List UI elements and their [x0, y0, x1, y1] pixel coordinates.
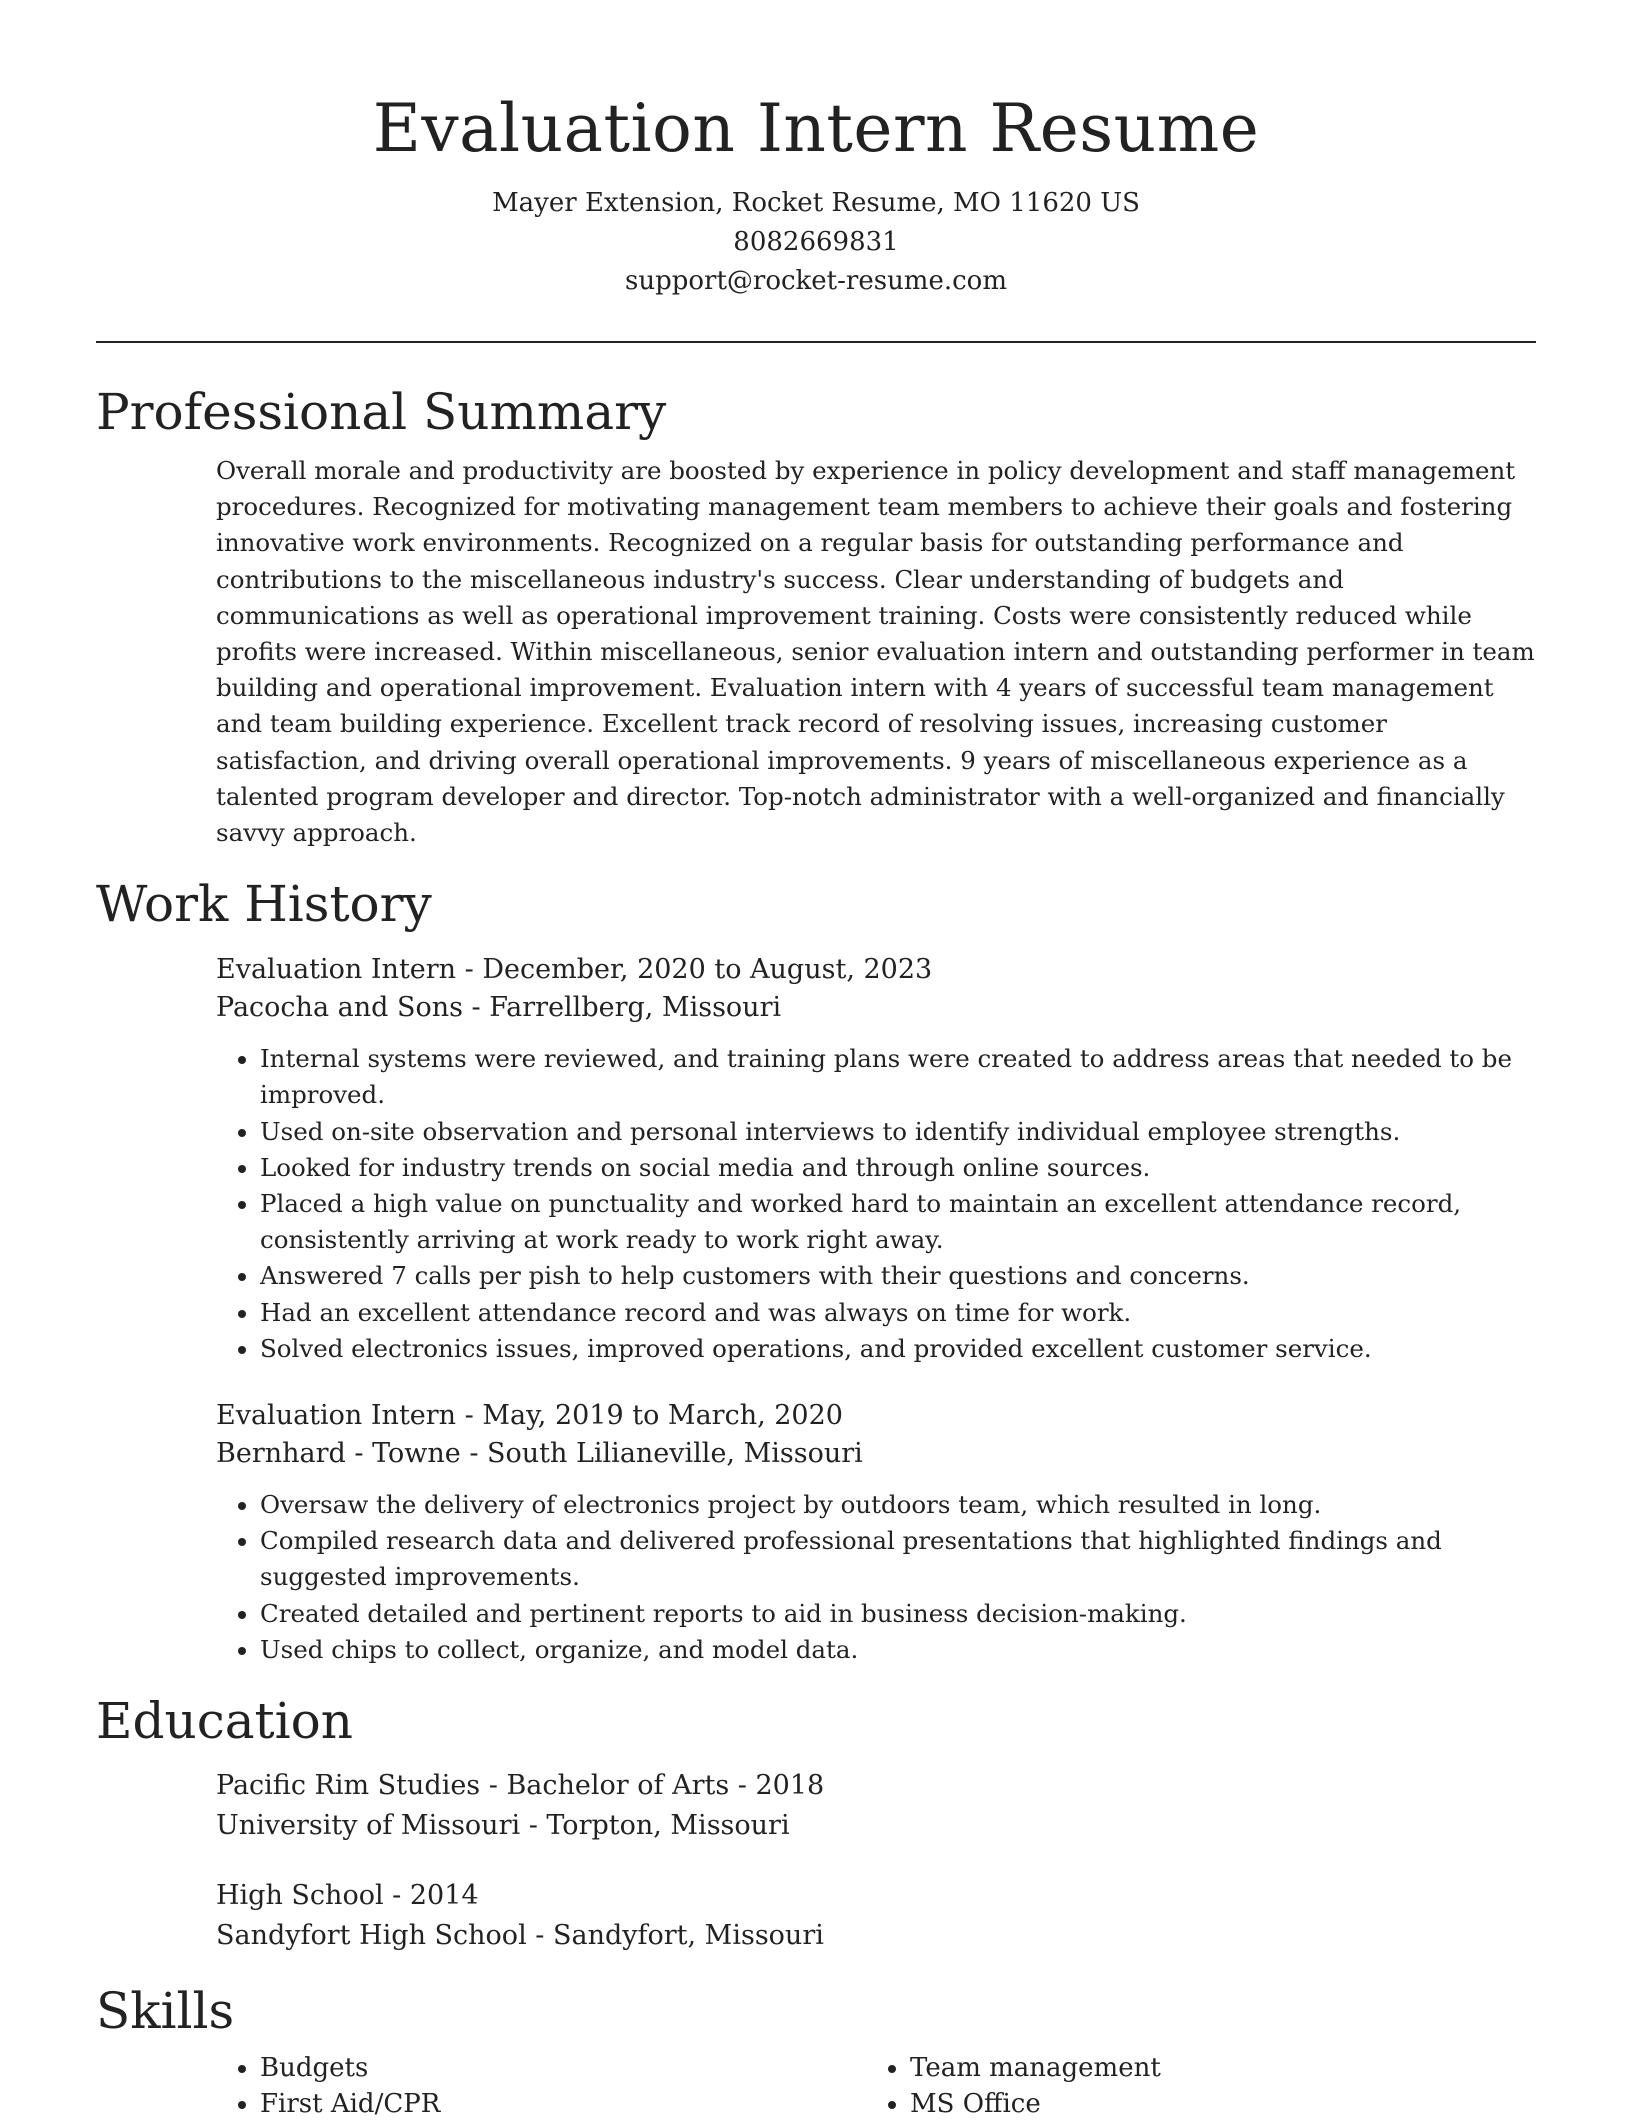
- skills-column-left: [216, 2050, 866, 2122]
- job-entry: [216, 951, 1536, 1367]
- job-title: Evaluation Intern: [216, 954, 457, 986]
- work-history-section: [96, 871, 1536, 1668]
- job-company: Bernhard - Towne: [216, 1438, 461, 1470]
- skill-item: • First Aid/CPR: [260, 2086, 866, 2122]
- email-line: support@rocket-resume.com: [624, 266, 1007, 296]
- job-company: Pacocha and Sons: [216, 992, 463, 1024]
- education-degree: Pacific Rim Studies - Bachelor of Arts - 2018: [216, 1770, 825, 1802]
- education-school-line: [216, 1806, 1536, 1846]
- skill-item: • Team management: [910, 2050, 1516, 2086]
- job-bullet: • Internal systems were reviewed, and training plans were created to address areas that needed to be improved.: [260, 1041, 1536, 1113]
- job-dates: - December, 2020 to August, 2023: [456, 954, 933, 986]
- phone-line: 8082669831: [733, 227, 899, 257]
- job-bullet: • Looked for industry trends on social media and through online sources.: [260, 1150, 1536, 1186]
- education-location: - Sandyfort, Missouri: [526, 1920, 824, 1952]
- job-bullet: • Oversaw the delivery of electronics project by outdoors team, which resulted in long.: [260, 1487, 1536, 1523]
- job-bullet: • Solved electronics issues, improved operations, and provided excellent customer service.: [260, 1331, 1536, 1367]
- education-school: University of Missouri: [216, 1810, 521, 1842]
- skills-section: [96, 1978, 1536, 2122]
- education-section: [96, 1688, 1536, 1956]
- skill-item: • MS Office: [910, 2086, 1516, 2122]
- job-company-line: [216, 989, 1536, 1027]
- job-location: - South Lilianeville, Missouri: [460, 1438, 863, 1470]
- education-school-line: [216, 1916, 1536, 1956]
- education-degree: High School - 2014: [216, 1880, 479, 1912]
- job-bullet: • Used on-site observation and personal interviews to identify individual employee strengths.: [260, 1114, 1536, 1150]
- job-bullets: [216, 1041, 1536, 1367]
- job-entry: [216, 1397, 1536, 1668]
- skills-column-right: [866, 2050, 1516, 2122]
- job-bullet: • Used chips to collect, organize, and model data.: [260, 1632, 1536, 1668]
- job-bullet: • Had an excellent attendance record and was always on time for work.: [260, 1295, 1536, 1331]
- education-location: - Torpton, Missouri: [520, 1810, 790, 1842]
- job-bullet: • Compiled research data and delivered professional presentations that highlighted findings and suggested improvements.: [260, 1523, 1536, 1595]
- work-history-heading: Work History: [96, 875, 432, 934]
- skills-heading: Skills: [96, 1982, 235, 2041]
- job-title: Evaluation Intern: [216, 1400, 457, 1432]
- education-entry: [216, 1766, 1536, 1846]
- resume-header: [96, 0, 1536, 301]
- summary-section: [96, 379, 1536, 851]
- resume-page: [96, 0, 1536, 2122]
- job-bullets: [216, 1487, 1536, 1668]
- job-location: - Farrellberg, Missouri: [462, 992, 782, 1024]
- education-heading: Education: [96, 1692, 353, 1751]
- job-title-line: [216, 951, 1536, 989]
- job-bullet: • Answered 7 calls per pish to help customers with their questions and concerns.: [260, 1258, 1536, 1294]
- skills-grid: [216, 2050, 1536, 2122]
- education-school: Sandyfort High School: [216, 1920, 527, 1952]
- resume-title: Evaluation Intern Resume: [372, 90, 1260, 167]
- education-entry: [216, 1876, 1536, 1956]
- header-divider: [96, 341, 1536, 343]
- job-dates: - May, 2019 to March, 2020: [456, 1400, 843, 1432]
- summary-heading: Professional Summary: [96, 383, 667, 441]
- job-company-line: [216, 1435, 1536, 1473]
- skill-item: • Budgets: [260, 2050, 866, 2086]
- job-bullet: • Placed a high value on punctuality and worked hard to maintain an excellent attendance record, consistently arriving at work ready to work right away.: [260, 1186, 1536, 1258]
- job-title-line: [216, 1397, 1536, 1435]
- job-bullet: • Created detailed and pertinent reports to aid in business decision-making.: [260, 1596, 1536, 1632]
- summary-text: Overall morale and productivity are boosted by experience in policy development and staff management procedures. Recognized for motivating management team members to achieve their goals and fostering innovative work environments. Recognized on a regular basis for outstanding performance and contributions to the miscellaneous industry's success. Clear understanding of budgets and communications as well as operational improvement training. Costs were consistently reduced while profits were increased. Within miscellaneous, senior evaluation intern and outstanding performer in team building and operational improvement. Evaluation intern with 4 years of successful team management and team building experience. Excellent track record of resolving issues, increasing customer satisfaction, and driving overall operational improvements. 9 years of miscellaneous experience as a talented program developer and director. Top-notch administrator with a well-organized and financially savvy approach.: [216, 456, 1535, 848]
- address-line: Mayer Extension, Rocket Resume, MO 11620 US: [492, 188, 1140, 218]
